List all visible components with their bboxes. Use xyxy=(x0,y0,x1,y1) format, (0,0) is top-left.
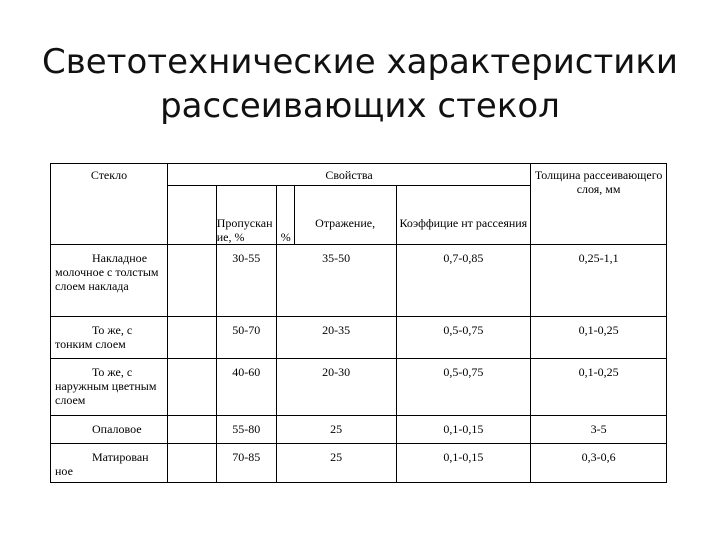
glass-name: Матирован xyxy=(92,450,149,464)
reflection-value: 25 xyxy=(276,444,396,483)
table-row xyxy=(51,245,667,317)
title-line-2: рассеивающих стекол xyxy=(160,86,560,126)
glass-name: То же, с xyxy=(92,365,133,379)
thickness-value: 3-5 xyxy=(531,416,667,444)
glass-properties-table xyxy=(50,163,667,483)
glass-name-cell xyxy=(51,359,168,416)
transmission-value: 50-70 xyxy=(216,317,276,359)
reflection-value: 20-30 xyxy=(276,359,396,416)
glass-name-cell xyxy=(51,317,168,359)
glass-name: Накладное xyxy=(92,251,148,265)
glass-name-cell xyxy=(51,245,168,317)
glass-name: Опаловое xyxy=(92,422,142,436)
glass-name-cont: наружным цветным слоем xyxy=(55,379,157,407)
table-row xyxy=(51,317,667,359)
header-properties: Свойства xyxy=(167,164,530,186)
header-percent: % xyxy=(276,186,294,245)
title-line-1: Светотехнические характеристики xyxy=(41,42,679,82)
thickness-value: 0,3-0,6 xyxy=(531,444,667,483)
scatter-value: 0,1-0,15 xyxy=(396,444,531,483)
reflection-value: 35-50 xyxy=(276,245,396,317)
transmission-value: 40-60 xyxy=(216,359,276,416)
scatter-value: 0,1-0,15 xyxy=(396,416,531,444)
slide-title xyxy=(0,40,720,128)
scatter-value: 0,5-0,75 xyxy=(396,359,531,416)
header-glass: Стекло xyxy=(51,164,168,245)
glass-name-cell xyxy=(51,444,168,483)
glass-name: То же, с xyxy=(92,323,133,337)
header-reflection: Отражение, xyxy=(294,186,396,245)
header-scatter: Коэффицие нт рассеяния xyxy=(396,186,531,245)
glass-name-cont: тонким слоем xyxy=(55,337,126,351)
thickness-value: 0,1-0,25 xyxy=(531,317,667,359)
glass-name-cont: ное xyxy=(55,464,73,478)
thickness-value: 0,1-0,25 xyxy=(531,359,667,416)
scatter-value: 0,5-0,75 xyxy=(396,317,531,359)
glass-name-cell xyxy=(51,416,168,444)
scatter-value: 0,7-0,85 xyxy=(396,245,531,317)
table-header-row-1 xyxy=(51,164,667,186)
transmission-value: 30-55 xyxy=(216,245,276,317)
table-row xyxy=(51,444,667,483)
transmission-value: 70-85 xyxy=(216,444,276,483)
glass-name-cont: молочное с толстым слоем наклада xyxy=(55,265,159,293)
header-transmission: Пропускан ие, % xyxy=(216,186,276,245)
transmission-value: 55-80 xyxy=(216,416,276,444)
table-row xyxy=(51,359,667,416)
reflection-value: 20-35 xyxy=(276,317,396,359)
reflection-value: 25 xyxy=(276,416,396,444)
thickness-value: 0,25-1,1 xyxy=(531,245,667,317)
table-row xyxy=(51,416,667,444)
header-thickness: Толщина рассеивающего слоя, мм xyxy=(531,164,667,245)
